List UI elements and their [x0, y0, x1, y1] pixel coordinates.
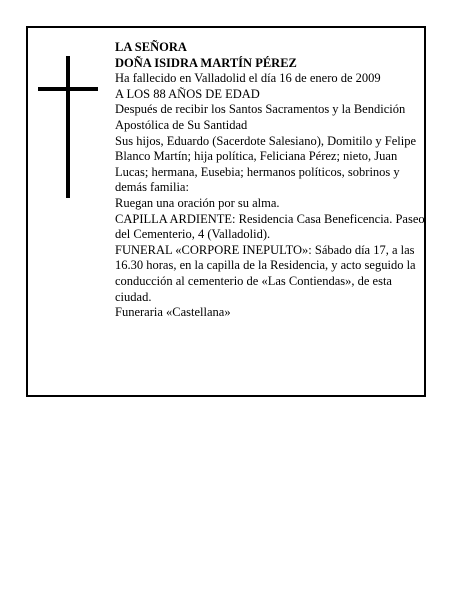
funeral-home-text: Funeraria «Castellana» — [115, 305, 231, 320]
age-line: A LOS 88 AÑOS DE EDAD — [115, 86, 260, 101]
cross-vertical-bar — [66, 56, 70, 198]
notice-title: LA SEÑORA — [115, 40, 187, 54]
death-line: Ha fallecido en Valladolid el día 16 de enero de 2009 — [115, 71, 381, 86]
cross-horizontal-bar — [38, 87, 98, 91]
sacraments-text: Después de recibir los Santos Sacramentos y la Bendición Apostólica de Su Santidad — [115, 102, 406, 132]
family-text: Sus hijos, Eduardo (Sacerdote Salesiano), Domitilo y Felipe Blanco Martín; hija política, Feliciana Pérez; nieto, Juan Lucas; hermana, Eusebia; hermanos políticos, sobrinos y demás familia: — [115, 133, 416, 195]
notice-text — [115, 40, 427, 321]
cross-icon — [38, 56, 98, 198]
obituary-notice — [26, 26, 426, 397]
deceased-name: DOÑA ISIDRA MARTÍN PÉREZ — [115, 55, 297, 70]
prayer-text: Ruegan una oración por su alma. — [115, 195, 280, 210]
chapel-text: CAPILLA ARDIENTE: Residencia Casa Beneficencia. Paseo del Cementerio, 4 (Valladolid). — [115, 211, 425, 242]
funeral-text: FUNERAL «CORPORE INEPULTO»: Sábado día 17, a las 16.30 horas, en la capilla de la Residencia, y acto seguido la conducción al cementerio de «Las Contiendas», de esta ciudad. — [115, 242, 416, 304]
